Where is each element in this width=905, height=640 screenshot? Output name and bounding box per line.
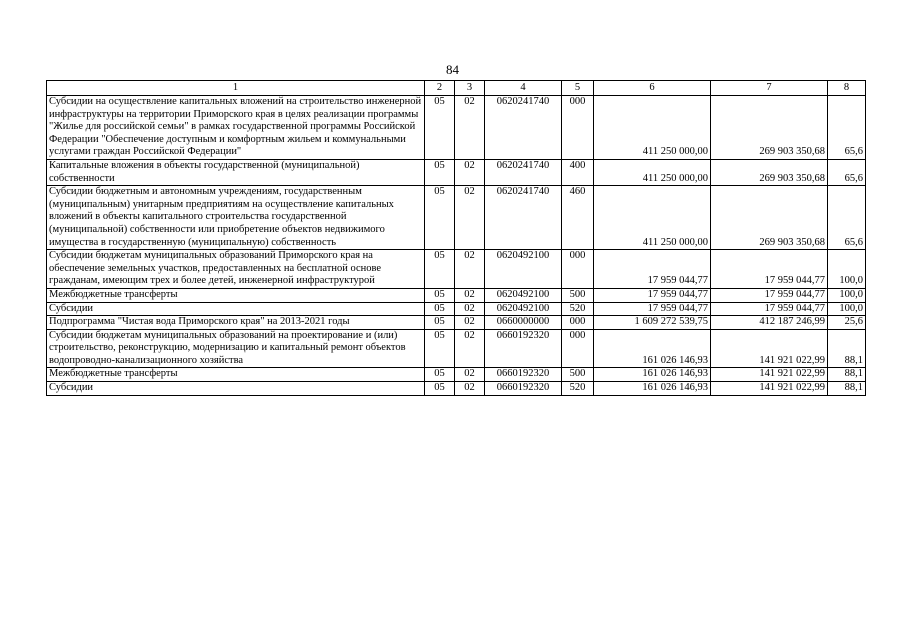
row-name-cell: Субсидии бюджетам муниципальных образований на проектирование и (или) строительство, реконструкцию, модернизацию и капитальный ремонт объектов водопроводно-канализационного хозяйства <box>47 329 425 368</box>
expense-type-cell: 000 <box>562 329 594 368</box>
row-name-cell: Капитальные вложения в объекты государственной (муниципальной) собственности <box>47 159 425 185</box>
target-article-cell: 0620241740 <box>485 159 562 185</box>
section-code-cell: 05 <box>425 382 455 396</box>
target-article-cell: 0660000000 <box>485 316 562 330</box>
target-article-cell: 0620492100 <box>485 302 562 316</box>
percent-cell: 65,6 <box>828 159 866 185</box>
percent-cell: 88,1 <box>828 329 866 368</box>
section-code-cell: 05 <box>425 329 455 368</box>
row-name-cell: Межбюджетные трансферты <box>47 368 425 382</box>
header-cell: 8 <box>828 81 866 96</box>
target-article-cell: 0620492100 <box>485 250 562 289</box>
section-code-cell: 05 <box>425 186 455 250</box>
percent-cell: 100,0 <box>828 250 866 289</box>
row-name-cell: Подпрограмма "Чистая вода Приморского края" на 2013-2021 годы <box>47 316 425 330</box>
expense-type-cell: 520 <box>562 302 594 316</box>
percent-cell: 88,1 <box>828 382 866 396</box>
table-header-row <box>47 81 866 96</box>
table-row <box>47 186 866 250</box>
header-cell: 3 <box>455 81 485 96</box>
planned-amount-cell: 17 959 044,77 <box>594 250 711 289</box>
header-cell: 5 <box>562 81 594 96</box>
header-cell: 2 <box>425 81 455 96</box>
actual-amount-cell: 141 921 022,99 <box>711 382 828 396</box>
expense-type-cell: 460 <box>562 186 594 250</box>
expense-type-cell: 000 <box>562 316 594 330</box>
target-article-cell: 0620241740 <box>485 186 562 250</box>
row-name-cell: Субсидии на осуществление капитальных вложений на строительство инженерной инфраструктуры на территории Приморского края в целях реализации программы "Жилье для российской семьи" в рамках государственной программы Российской Федерации "Обеспечение доступным и комфортным жильем и коммунальными услугами граждан Российской Федерации" <box>47 96 425 160</box>
subsection-code-cell: 02 <box>455 302 485 316</box>
table-row <box>47 316 866 330</box>
row-name-cell: Субсидии бюджетам муниципальных образований Приморского края на обеспечение земельных участков, предоставленных на бесплатной основе гражданам, имеющим трех и более детей, инженерной инфраструктурой <box>47 250 425 289</box>
actual-amount-cell: 17 959 044,77 <box>711 288 828 302</box>
section-code-cell: 05 <box>425 288 455 302</box>
percent-cell: 100,0 <box>828 288 866 302</box>
table-row <box>47 329 866 368</box>
subsection-code-cell: 02 <box>455 329 485 368</box>
section-code-cell: 05 <box>425 250 455 289</box>
actual-amount-cell: 141 921 022,99 <box>711 368 828 382</box>
percent-cell: 65,6 <box>828 186 866 250</box>
section-code-cell: 05 <box>425 159 455 185</box>
section-code-cell: 05 <box>425 368 455 382</box>
planned-amount-cell: 17 959 044,77 <box>594 302 711 316</box>
expense-type-cell: 500 <box>562 288 594 302</box>
row-name-cell: Субсидии <box>47 382 425 396</box>
expense-type-cell: 000 <box>562 250 594 289</box>
actual-amount-cell: 269 903 350,68 <box>711 186 828 250</box>
expense-type-cell: 520 <box>562 382 594 396</box>
target-article-cell: 0660192320 <box>485 382 562 396</box>
expense-type-cell: 000 <box>562 96 594 160</box>
subsection-code-cell: 02 <box>455 288 485 302</box>
planned-amount-cell: 411 250 000,00 <box>594 159 711 185</box>
subsection-code-cell: 02 <box>455 382 485 396</box>
row-name-cell: Межбюджетные трансферты <box>47 288 425 302</box>
target-article-cell: 0620492100 <box>485 288 562 302</box>
subsection-code-cell: 02 <box>455 316 485 330</box>
planned-amount-cell: 411 250 000,00 <box>594 186 711 250</box>
row-name-cell: Субсидии бюджетным и автономным учреждениям, государственным (муниципальным) унитарным предприятиям на осуществление капитальных вложений в объекты капитального строительства государственной (муниципальной) собственности или приобретение объектов недвижимого имущества в государственную (муниципальную) собственность <box>47 186 425 250</box>
expense-type-cell: 500 <box>562 368 594 382</box>
planned-amount-cell: 1 609 272 539,75 <box>594 316 711 330</box>
subsection-code-cell: 02 <box>455 368 485 382</box>
subsection-code-cell: 02 <box>455 250 485 289</box>
planned-amount-cell: 161 026 146,93 <box>594 382 711 396</box>
table-row <box>47 288 866 302</box>
table-row <box>47 382 866 396</box>
actual-amount-cell: 269 903 350,68 <box>711 159 828 185</box>
table-row <box>47 250 866 289</box>
subsection-code-cell: 02 <box>455 96 485 160</box>
section-code-cell: 05 <box>425 302 455 316</box>
budget-table <box>46 80 866 396</box>
header-cell: 6 <box>594 81 711 96</box>
planned-amount-cell: 411 250 000,00 <box>594 96 711 160</box>
percent-cell: 25,6 <box>828 316 866 330</box>
table-row <box>47 368 866 382</box>
planned-amount-cell: 161 026 146,93 <box>594 329 711 368</box>
header-cell: 4 <box>485 81 562 96</box>
subsection-code-cell: 02 <box>455 159 485 185</box>
header-cell: 1 <box>47 81 425 96</box>
percent-cell: 65,6 <box>828 96 866 160</box>
actual-amount-cell: 412 187 246,99 <box>711 316 828 330</box>
actual-amount-cell: 17 959 044,77 <box>711 302 828 316</box>
percent-cell: 88,1 <box>828 368 866 382</box>
table-row <box>47 159 866 185</box>
target-article-cell: 0660192320 <box>485 329 562 368</box>
percent-cell: 100,0 <box>828 302 866 316</box>
section-code-cell: 05 <box>425 96 455 160</box>
subsection-code-cell: 02 <box>455 186 485 250</box>
target-article-cell: 0660192320 <box>485 368 562 382</box>
table-row <box>47 302 866 316</box>
table-row <box>47 96 866 160</box>
section-code-cell: 05 <box>425 316 455 330</box>
planned-amount-cell: 161 026 146,93 <box>594 368 711 382</box>
planned-amount-cell: 17 959 044,77 <box>594 288 711 302</box>
target-article-cell: 0620241740 <box>485 96 562 160</box>
actual-amount-cell: 141 921 022,99 <box>711 329 828 368</box>
actual-amount-cell: 17 959 044,77 <box>711 250 828 289</box>
header-cell: 7 <box>711 81 828 96</box>
actual-amount-cell: 269 903 350,68 <box>711 96 828 160</box>
page-number: 84 <box>446 62 459 77</box>
expense-type-cell: 400 <box>562 159 594 185</box>
row-name-cell: Субсидии <box>47 302 425 316</box>
